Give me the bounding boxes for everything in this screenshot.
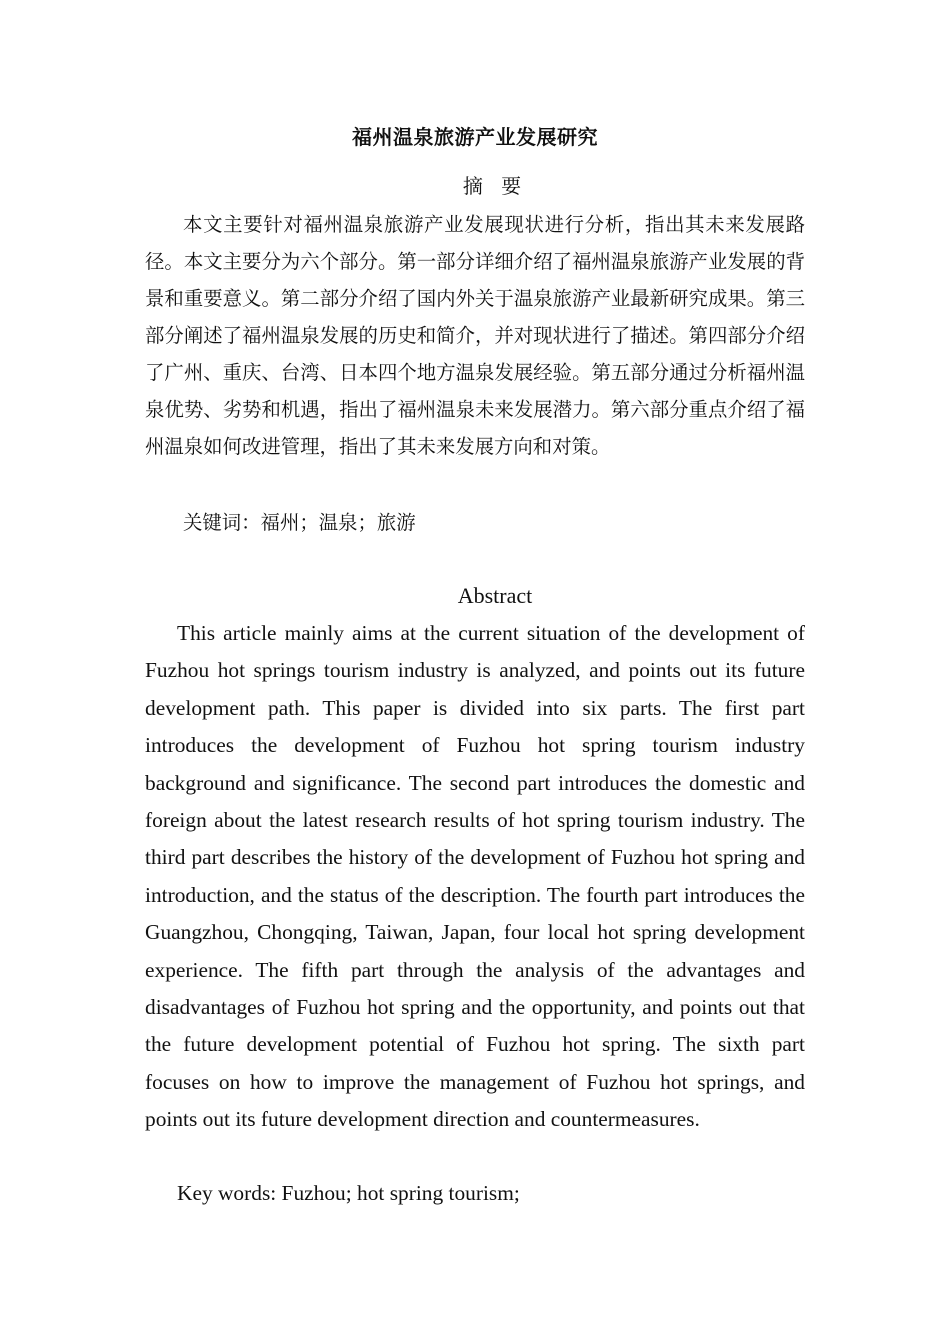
document-title: 福州温泉旅游产业发展研究 [352,125,598,149]
en-abstract-heading: Abstract [457,583,533,608]
cn-abstract-heading: 摘 要 [462,174,528,198]
cn-keywords: 关键词：福州；温泉；旅游 [183,511,416,534]
en-keywords: Key words: Fuzhou; hot spring tourism; [177,1181,520,1205]
cn-abstract-body: 本文主要针对福州温泉旅游产业发展现状进行分析，指出其未来发展路径。本文主要分为六个部分。第一部分详细介绍了福州温泉旅游产业发展的背景和重要意义。第二部分介绍了国内外关于温泉旅游产业最新研究成果。第三部分阐述了福州温泉发展的历史和简介，并对现状进行了描述。第四部分介绍了广州、重庆、台湾、日本四个地方温泉发展经验。第五部分通过分析福州温泉优势、劣势和机遇，指出了福州温泉未来发展潜力。第六部分重点介绍了福州温泉如何改进管理，指出了其未来发展方向和对策。 [145,213,805,458]
en-abstract-body: This article mainly aims at the current situation of the development of Fuzhou hot springs tourism industry is analyzed, and points out its future development path. This paper is divided into six parts. The first part introduces the development of Fuzhou hot spring tourism industry background and significance. The second part introduces the domestic and foreign about the latest research results of hot spring tourism industry. The third part describes the history of the development of Fuzhou hot spring and introduction, and the status of the description. The fourth part introduces the Guangzhou, Chongqing, Taiwan, Japan, four local hot spring development experience. The fifth part through the analysis of the advantages and disadvantages of Fuzhou hot spring and the opportunity, and points out that the future development potential of Fuzhou hot spring. The sixth part focuses on how to improve the management of Fuzhou hot springs, and points out its future development direction and countermeasures. [145,621,805,1132]
